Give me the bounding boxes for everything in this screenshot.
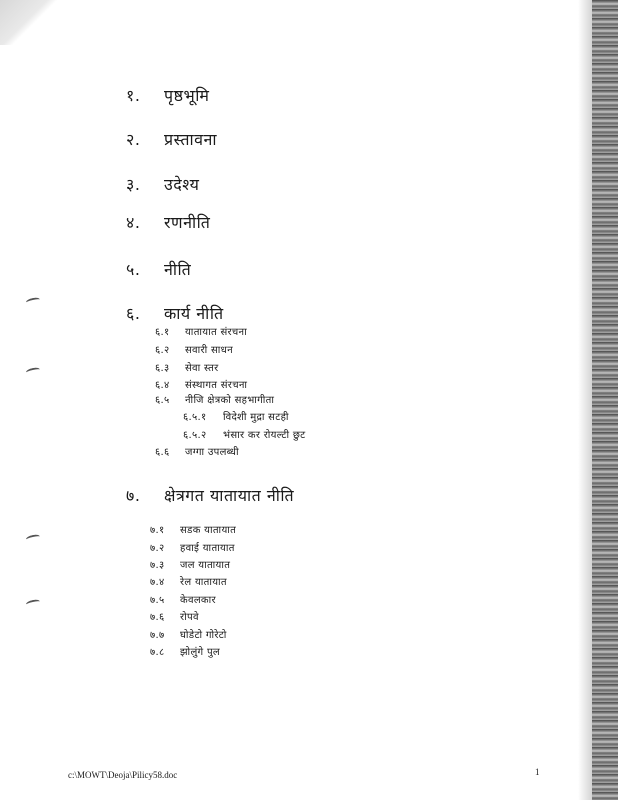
subitem-title: संस्थागत संरचना xyxy=(185,380,248,391)
subitem-title: झोलुंगे पुल xyxy=(180,647,220,658)
subitem-title: विदेशी मुद्रा सटही xyxy=(223,412,289,423)
toc-subitem-6-4 xyxy=(155,377,247,391)
subitem-number: ७.३ xyxy=(150,560,165,571)
toc-subitem-7-2 xyxy=(150,540,235,554)
toc-section-5 xyxy=(126,258,191,280)
toc-section-1 xyxy=(126,84,209,106)
toc-subitem-7-8 xyxy=(150,644,220,658)
toc-subitem-7-7 xyxy=(150,627,227,641)
section-number: १. xyxy=(126,86,141,105)
toc-section-2 xyxy=(126,128,217,150)
toc-subitem-6-1 xyxy=(155,324,247,338)
subitem-title: जग्गा उपलब्धी xyxy=(185,447,239,458)
binder-hole-mark xyxy=(26,599,41,608)
toc-section-3 xyxy=(126,173,199,195)
subitem-number: ६.५.१ xyxy=(183,412,207,423)
binder-hole-mark xyxy=(26,534,41,543)
subitem-number: ७.७ xyxy=(150,630,165,641)
subitem-number: ७.४ xyxy=(150,577,165,588)
section-number: ६. xyxy=(126,304,141,323)
toc-subitem-6-5-2 xyxy=(183,427,306,441)
toc-subitem-7-4 xyxy=(150,574,227,588)
section-number: ५. xyxy=(126,260,141,279)
subitem-number: ६.४ xyxy=(155,380,170,391)
binder-hole-mark xyxy=(26,367,41,376)
section-title: नीति xyxy=(164,260,192,279)
subitem-number: ६.१ xyxy=(155,327,170,338)
toc-subitem-6-5-1 xyxy=(183,409,289,423)
toc-subitem-7-1 xyxy=(150,522,236,536)
section-title: प्रस्तावना xyxy=(164,130,218,149)
subitem-number: ७.१ xyxy=(150,525,165,536)
subitem-number: ७.२ xyxy=(150,543,165,554)
subitem-number: ६.५.२ xyxy=(183,430,207,441)
section-title: उदेश्य xyxy=(164,175,200,194)
toc-subitem-7-5 xyxy=(150,592,216,606)
scan-edge-shadow xyxy=(592,0,618,800)
subitem-number: ७.८ xyxy=(150,647,165,658)
subitem-title: रोपवे xyxy=(180,612,199,623)
toc-subitem-6-3 xyxy=(155,360,219,374)
subitem-title: नीजि क्षेत्रको सहभागीता xyxy=(185,395,275,406)
section-number: २. xyxy=(126,130,141,149)
toc-subitem-6-2 xyxy=(155,342,233,356)
section-number: ४. xyxy=(126,213,141,232)
section-title: कार्य नीति xyxy=(164,304,224,323)
subitem-title: केवलकार xyxy=(180,595,216,606)
subitem-title: हवाई यातायात xyxy=(180,543,235,554)
toc-subitem-7-6 xyxy=(150,609,199,623)
subitem-number: ७.६ xyxy=(150,612,165,623)
footer-file-path: c:\MOWT\Deoja\Pilicy58.doc xyxy=(68,770,178,780)
toc-section-6 xyxy=(126,302,224,324)
folded-corner xyxy=(0,0,60,45)
section-number: ३. xyxy=(126,175,141,194)
subitem-number: ६.२ xyxy=(155,345,170,356)
section-title: रणनीति xyxy=(164,213,211,232)
toc-subitem-6-6 xyxy=(155,444,239,458)
subitem-title: रेल यातायात xyxy=(180,577,227,588)
subitem-number: ६.५ xyxy=(155,395,170,406)
toc-section-7 xyxy=(126,484,294,506)
section-number: ७. xyxy=(126,486,141,505)
subitem-number: ६.६ xyxy=(155,447,170,458)
subitem-title: सवारी साधन xyxy=(185,345,233,356)
section-title: क्षेत्रगत यातायात नीति xyxy=(164,486,295,505)
toc-subitem-6-5 xyxy=(155,392,274,406)
subitem-title: भंसार कर रोयल्टी छुट xyxy=(223,430,306,441)
subitem-number: ६.३ xyxy=(155,363,170,374)
subitem-title: यातायात संरचना xyxy=(185,327,247,338)
subitem-title: सडक यातायात xyxy=(180,525,237,536)
subitem-title: सेवा स्तर xyxy=(185,363,219,374)
subitem-title: घोडेटो गोरेटो xyxy=(180,630,227,641)
subitem-title: जल यातायात xyxy=(180,560,231,571)
edge-fade xyxy=(578,0,592,800)
page-number: 1 xyxy=(535,767,540,777)
binder-hole-mark xyxy=(26,297,41,306)
toc-section-4 xyxy=(126,211,210,233)
subitem-number: ७.५ xyxy=(150,595,165,606)
toc-subitem-7-3 xyxy=(150,557,230,571)
section-title: पृष्ठभूमि xyxy=(164,86,210,105)
